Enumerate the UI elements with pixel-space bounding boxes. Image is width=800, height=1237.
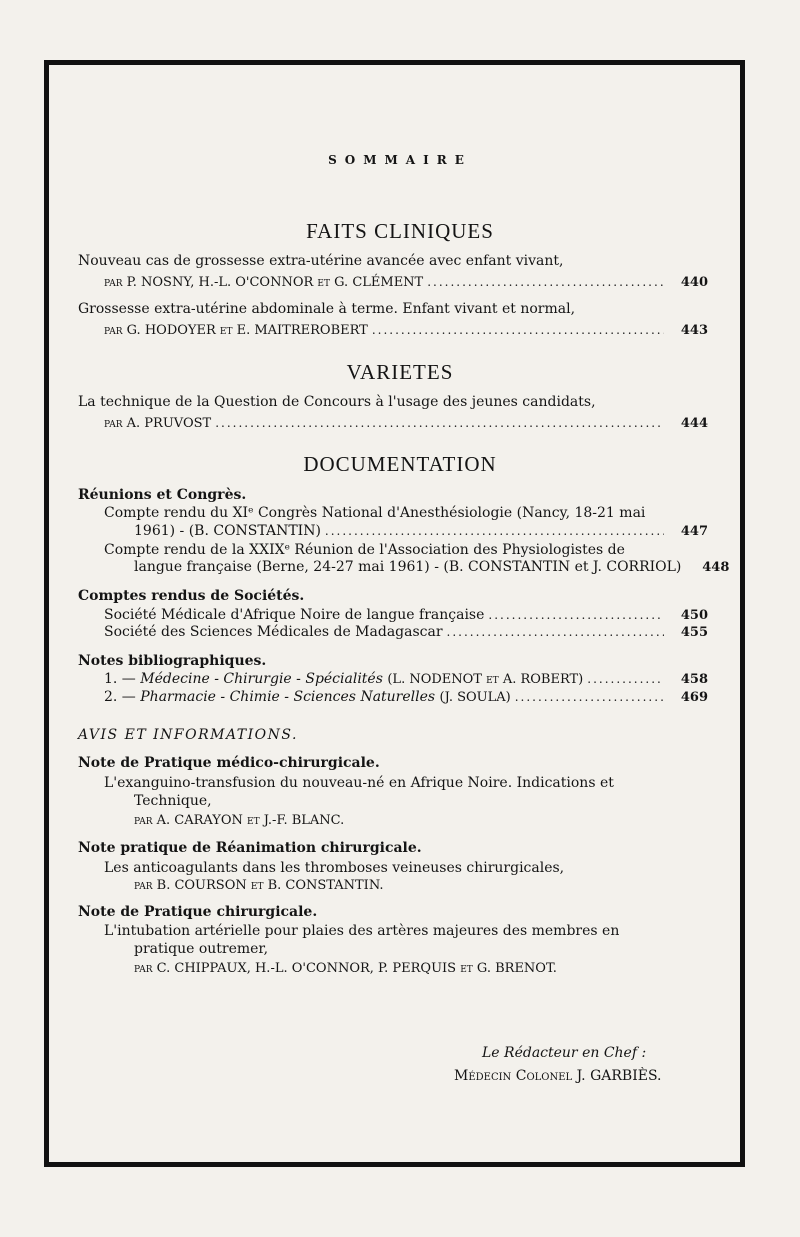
leader-dots bbox=[587, 670, 664, 688]
toc-entry[interactable] bbox=[104, 414, 708, 433]
entry-title: Les anticoagulants dans les thromboses veineuses chirurgicales, bbox=[104, 860, 565, 876]
section-title-documentation: DOCUMENTATION bbox=[303, 452, 497, 476]
entry-title: La technique de la Question de Concours à l'usage des jeunes candidats, bbox=[78, 394, 596, 410]
entry-title: L'exanguino-transfusion du nouveau-né en Afrique Noire. Indications et bbox=[104, 775, 614, 791]
toc-entry[interactable] bbox=[134, 558, 730, 577]
leader-dots bbox=[488, 606, 664, 624]
signature-role: Le Rédacteur en Chef : bbox=[482, 1045, 647, 1061]
leader-dots bbox=[325, 522, 664, 540]
section-title-faits-cliniques: FAITS CLINIQUES bbox=[306, 219, 494, 243]
entry-authors: 1961) - (B. CONSTANTIN) bbox=[134, 523, 321, 539]
page-number: 450 bbox=[680, 608, 708, 623]
entry-authors: par A. CARAYON et J.-F. BLANC. bbox=[134, 813, 345, 828]
entry-title: Compte rendu de la XXIXᵉ Réunion de l'Association des Physiologistes de bbox=[104, 542, 625, 558]
subsection-heading: Note de Pratique chirurgicale. bbox=[78, 904, 318, 920]
entry-authors: langue française (Berne, 24-27 mai 1961) - (B. CONSTANTIN et J. CORRIOL) bbox=[134, 559, 682, 575]
leader-dots bbox=[372, 321, 664, 339]
toc-entry[interactable] bbox=[104, 273, 708, 292]
page-number: 440 bbox=[680, 275, 708, 290]
page-number: 455 bbox=[680, 625, 708, 640]
page-number: 448 bbox=[702, 560, 730, 575]
entry-authors: par P. NOSNY, H.-L. O'CONNOR et G. CLÉMENT bbox=[104, 275, 424, 290]
leader-dots bbox=[447, 623, 664, 641]
toc-entry[interactable] bbox=[104, 623, 708, 642]
page-number: 469 bbox=[680, 690, 708, 705]
toc-entry[interactable] bbox=[104, 670, 708, 689]
section-title-avis: AVIS ET INFORMATIONS. bbox=[78, 727, 298, 743]
toc-entry[interactable] bbox=[134, 522, 708, 541]
page-number: 444 bbox=[680, 416, 708, 431]
page-number: 458 bbox=[680, 672, 708, 687]
entry-authors: par A. PRUVOST bbox=[104, 416, 212, 431]
subsection-heading: Notes bibliographiques. bbox=[78, 653, 267, 669]
entry-number: 2. — bbox=[104, 689, 136, 705]
toc-entry[interactable] bbox=[104, 688, 708, 707]
page-number: 443 bbox=[680, 323, 708, 338]
entry-authors: par B. COURSON et B. CONSTANTIN. bbox=[134, 878, 384, 893]
leader-dots bbox=[427, 273, 664, 291]
entry-authors: (J. SOULA) bbox=[439, 690, 511, 705]
subsection-heading: Note pratique de Réanimation chirurgicale. bbox=[78, 840, 422, 856]
page-number: 447 bbox=[680, 524, 708, 539]
subsection-heading: Réunions et Congrès. bbox=[78, 487, 247, 503]
leader-dots bbox=[515, 688, 664, 706]
entry-title-cont: Technique, bbox=[134, 793, 212, 809]
section-title-varietes: VARIETES bbox=[346, 360, 454, 384]
signature-name: Médecin Colonel J. GARBIÈS. bbox=[454, 1068, 662, 1084]
entry-authors: par G. HODOYER et E. MAITREROBERT bbox=[104, 323, 368, 338]
entry-title: L'intubation artérielle pour plaies des artères majeures des membres en bbox=[104, 923, 620, 939]
entry-number: 1. — bbox=[104, 671, 136, 687]
entry-title-cont: pratique outremer, bbox=[134, 941, 269, 957]
toc-entry[interactable] bbox=[104, 321, 708, 340]
entry-authors: par C. CHIPPAUX, H.-L. O'CONNOR, P. PERQUIS et G. BRENOT. bbox=[134, 961, 557, 976]
page-title: SOMMAIRE bbox=[328, 153, 472, 167]
entry-title: Médecine - Chirurgie - Spécialités bbox=[140, 671, 383, 687]
entry-title: Société des Sciences Médicales de Madagascar bbox=[104, 624, 443, 640]
entry-title: Nouveau cas de grossesse extra-utérine avancée avec enfant vivant, bbox=[78, 253, 564, 269]
entry-title: Compte rendu du XIᵉ Congrès National d'Anesthésiologie (Nancy, 18-21 mai bbox=[104, 505, 646, 521]
subsection-heading: Note de Pratique médico-chirurgicale. bbox=[78, 755, 380, 771]
entry-title: Pharmacie - Chimie - Sciences Naturelles bbox=[140, 689, 436, 705]
entry-title: Société Médicale d'Afrique Noire de langue française bbox=[104, 607, 485, 623]
leader-dots bbox=[215, 414, 664, 432]
subsection-heading: Comptes rendus de Sociétés. bbox=[78, 588, 305, 604]
entry-authors: (L. NODENOT et A. ROBERT) bbox=[387, 672, 584, 687]
entry-title: Grossesse extra-utérine abdominale à terme. Enfant vivant et normal, bbox=[78, 301, 576, 317]
